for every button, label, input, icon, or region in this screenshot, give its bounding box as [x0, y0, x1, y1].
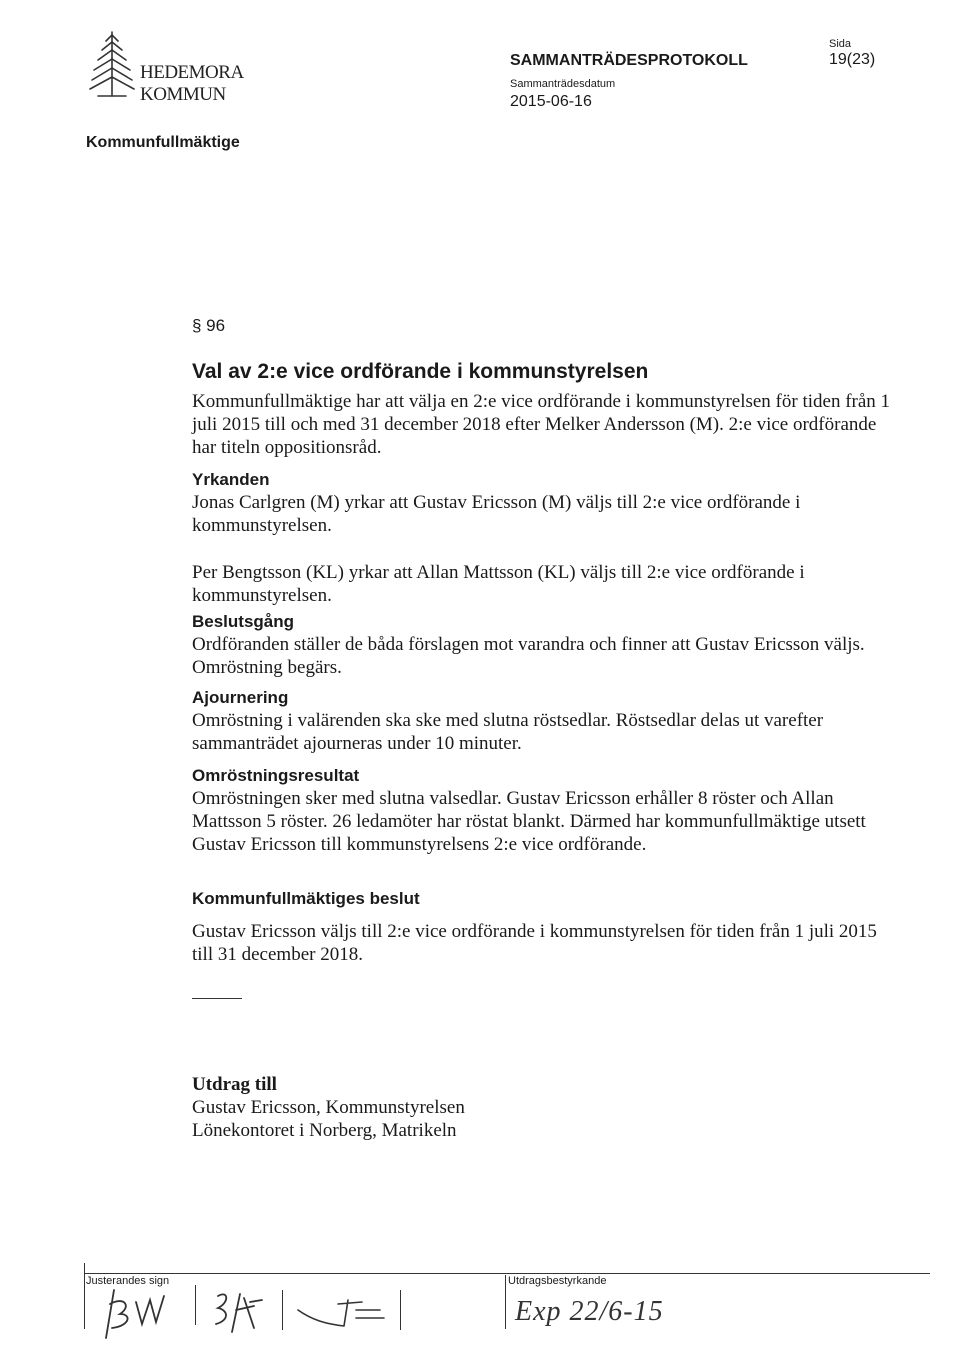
signature-3 — [292, 1290, 392, 1334]
signature-2 — [210, 1288, 270, 1338]
beslutsgang-paragraph-1: Ordföranden ställer de båda förslagen mot varandra och finner att Gustav Ericsson väljs. — [192, 634, 865, 655]
footer-rule — [84, 1273, 930, 1274]
date-label: Sammanträdesdatum — [510, 78, 616, 90]
utdrag-heading: Utdrag till — [192, 1074, 277, 1095]
yrkanden-paragraph-2: Per Bengtsson (KL) yrkar att Allan Mattsson (KL) väljs till 2:e vice ordförande i kommunstyrelsen. — [192, 562, 805, 606]
footer-divider — [505, 1275, 506, 1329]
logo-text-kommun: KOMMUN — [140, 84, 226, 105]
beslutsgang-paragraph-2: Omröstning begärs. — [192, 657, 342, 678]
beslut-heading: Kommunfullmäktiges beslut — [192, 889, 420, 908]
footer-divider — [282, 1290, 283, 1330]
logo-text-hedemora: HEDEMORA — [140, 62, 244, 83]
beslut-paragraph: Gustav Ericsson väljs till 2:e vice ordförande i kommunstyrelsen för tiden från 1 juli 2015 till 31 december 2018. — [192, 921, 877, 965]
yrkanden-heading: Yrkanden — [192, 470, 270, 489]
intro-paragraph: Kommunfullmäktige har att välja en 2:e vice ordförande i kommunstyrelsen för tiden från 1 juli 2015 till och med 31 december 2018 efter Melker Andersson (M). 2:e vice ordförande har titeln oppositionsråd. — [192, 391, 891, 458]
resultat-heading: Omröstningsresultat — [192, 766, 360, 785]
utdrag-recipient-2: Lönekontoret i Norberg, Matrikeln — [192, 1120, 457, 1141]
resultat-paragraph: Omröstningen sker med slutna valsedlar. Gustav Ericsson erhåller 8 röster och Allan Mattsson 5 röster. 26 ledamöter har röstat blankt. Därmed har kommunfullmäktige utsett Gustav Ericsson till kommunstyrelsens 2:e vice ordförande. — [192, 788, 866, 855]
protocol-content — [192, 316, 892, 1142]
utdragsbestyrkande-label: Utdragsbestyrkande — [508, 1275, 607, 1287]
beslutsgang-heading: Beslutsgång — [192, 612, 295, 631]
end-rule — [192, 998, 242, 999]
footer-divider — [84, 1263, 85, 1329]
handwritten-exp-date: Exp 22/6-15 — [515, 1296, 664, 1327]
footer-divider — [195, 1285, 196, 1325]
section-number: § 96 — [192, 316, 226, 335]
justerandes-sign-label: Justerandes sign — [86, 1275, 170, 1287]
ajournering-heading: Ajournering — [192, 688, 289, 707]
body-name: Kommunfullmäktige — [86, 134, 240, 151]
document-type: SAMMANTRÄDESPROTOKOLL — [510, 52, 748, 69]
page-label: Sida — [829, 38, 852, 50]
footer-divider — [400, 1290, 401, 1330]
date-value: 2015-06-16 — [510, 93, 592, 110]
section-title: Val av 2:e vice ordförande i kommunstyrelsen — [192, 360, 649, 383]
yrkanden-paragraph-1: Jonas Carlgren (M) yrkar att Gustav Ericsson (M) väljs till 2:e vice ordförande i kommunstyrelsen. — [192, 492, 801, 536]
utdrag-recipient-1: Gustav Ericsson, Kommunstyrelsen — [192, 1097, 465, 1118]
page-number: 19(23) — [829, 51, 876, 68]
ajournering-paragraph: Omröstning i valärenden ska ske med slutna röstsedlar. Röstsedlar delas ut varefter sammanträdet ajourneras under 10 minuter. — [192, 710, 824, 754]
signature-1 — [98, 1284, 168, 1344]
